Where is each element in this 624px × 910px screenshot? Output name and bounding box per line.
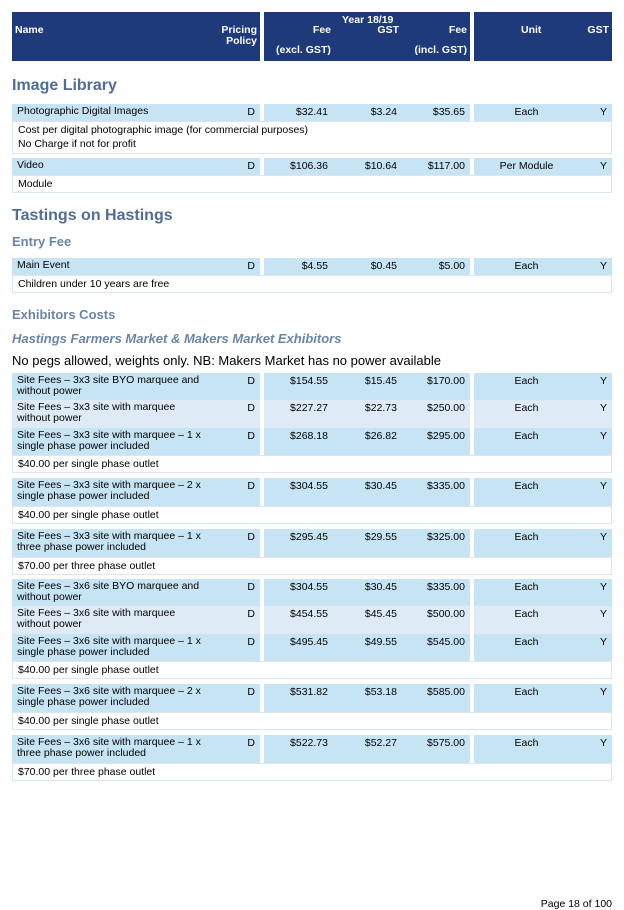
row-gst: $15.45 <box>364 375 397 387</box>
row-unit: Each <box>514 531 539 543</box>
row-gst: $53.18 <box>364 686 397 698</box>
table-row <box>0 579 624 606</box>
comment-line: Children under 10 years are free <box>18 278 170 290</box>
row-fee-incl: $170.00 <box>427 375 465 387</box>
row-name: Site Fees – 3x3 site with marquee without power <box>17 401 176 424</box>
row-fee-excl: $268.18 <box>290 430 328 442</box>
row-gst-flag: Y <box>599 480 607 492</box>
row-unit: Each <box>514 608 539 620</box>
row-comment <box>12 455 612 473</box>
section-entry-fee: Entry Fee <box>12 234 72 249</box>
row-gst: $49.55 <box>364 636 397 648</box>
row-gst-flag: Y <box>599 531 607 543</box>
header-fee-incl: Fee <box>448 24 467 36</box>
row-fee-excl: $531.82 <box>290 686 328 698</box>
row-gst-flag: Y <box>599 581 607 593</box>
header-policy-1: Pricing <box>221 24 257 36</box>
row-policy: D <box>247 375 255 387</box>
row-fee-incl: $295.00 <box>427 430 465 442</box>
row-fee-excl: $304.55 <box>290 581 328 593</box>
comment-line: Cost per digital photographic image (for commercial purposes) <box>18 124 309 136</box>
row-gst: $52.27 <box>364 737 397 749</box>
row-fee-excl: $4.55 <box>301 260 328 272</box>
header-year: Year 18/19 <box>342 14 394 26</box>
row-gst: $29.55 <box>364 531 397 543</box>
row-fee-incl: $585.00 <box>427 686 465 698</box>
page-number: Page 18 of 100 <box>540 898 612 910</box>
row-gst: $45.45 <box>364 608 397 620</box>
comment-line: $40.00 per single phase outlet <box>18 509 159 521</box>
comment-line: $40.00 per single phase outlet <box>18 715 159 727</box>
section-farmers-market: Hastings Farmers Market & Makers Market Exhibitors <box>12 331 342 346</box>
row-fee-excl: $154.55 <box>290 375 328 387</box>
comment-line: Module <box>18 178 53 190</box>
table-row <box>0 373 624 400</box>
table-row <box>0 735 624 763</box>
row-fee-excl: $454.55 <box>290 608 328 620</box>
row-name: Site Fees – 3x3 site with marquee – 2 x single phase power included <box>17 479 201 502</box>
row-name: Site Fees – 3x3 site with marquee – 1 x single phase power included <box>17 429 201 452</box>
row-name: Main Event <box>17 259 70 271</box>
row-policy: D <box>247 402 255 414</box>
row-gst-flag: Y <box>599 430 607 442</box>
row-name: Site Fees – 3x6 site BYO marquee and without power <box>17 580 200 603</box>
row-gst-flag: Y <box>599 106 607 118</box>
row-gst-flag: Y <box>599 402 607 414</box>
comment-line: $70.00 per three phase outlet <box>18 766 156 778</box>
row-fee-incl: $575.00 <box>427 737 465 749</box>
header-policy-2: Policy <box>226 35 257 47</box>
comment-line: $40.00 per single phase outlet <box>18 458 159 470</box>
row-gst: $3.24 <box>370 106 397 118</box>
row-gst-flag: Y <box>599 636 607 648</box>
header-unit: Unit <box>521 24 542 36</box>
row-gst-flag: Y <box>599 375 607 387</box>
row-name: Site Fees – 3x3 site BYO marquee and without power <box>17 374 200 397</box>
header-gst-flag: GST <box>587 24 609 36</box>
row-fee-incl: $250.00 <box>427 402 465 414</box>
row-comment <box>12 506 612 524</box>
header-name-policy <box>12 12 260 61</box>
row-gst-flag: Y <box>599 608 607 620</box>
row-policy: D <box>247 737 255 749</box>
row-policy: D <box>247 581 255 593</box>
row-gst: $30.45 <box>364 480 397 492</box>
row-comment <box>12 712 612 730</box>
section-image-library: Image Library <box>12 77 117 94</box>
row-comment <box>12 763 612 781</box>
row-fee-incl: $545.00 <box>427 636 465 648</box>
row-comment <box>12 275 612 293</box>
row-fee-incl: $325.00 <box>427 531 465 543</box>
row-unit: Each <box>514 480 539 492</box>
row-fee-excl: $227.27 <box>290 402 328 414</box>
table-row <box>0 478 624 506</box>
row-fee-incl: $335.00 <box>427 581 465 593</box>
row-policy: D <box>247 430 255 442</box>
farmers-market-note: No pegs allowed, weights only. NB: Makers Market has no power available <box>12 353 441 368</box>
header-fee-excl: Fee <box>312 24 331 36</box>
row-gst-flag: Y <box>599 260 607 272</box>
row-name: Video <box>17 159 44 171</box>
row-fee-excl: $304.55 <box>290 480 328 492</box>
header-gst: GST <box>377 24 399 36</box>
row-fee-incl: $117.00 <box>427 160 465 172</box>
table-row <box>0 529 624 557</box>
row-policy: D <box>247 608 255 620</box>
table-row <box>0 158 624 175</box>
row-gst-flag: Y <box>599 737 607 749</box>
row-policy: D <box>247 636 255 648</box>
table-row <box>0 684 624 712</box>
table-row <box>0 400 624 428</box>
row-name: Site Fees – 3x6 site with marquee without power <box>17 607 176 630</box>
row-fee-incl: $500.00 <box>427 608 465 620</box>
table-row <box>0 258 624 275</box>
row-name: Site Fees – 3x3 site with marquee – 1 x three phase power included <box>17 530 201 553</box>
row-comment <box>12 175 612 193</box>
comment-line: $70.00 per three phase outlet <box>18 560 156 572</box>
row-fee-incl: $5.00 <box>438 260 465 272</box>
header-excl-gst: (excl. GST) <box>276 44 331 56</box>
row-unit: Each <box>514 636 539 648</box>
row-policy: D <box>247 686 255 698</box>
row-policy: D <box>247 106 255 118</box>
header-incl-gst: (incl. GST) <box>414 44 467 56</box>
row-policy: D <box>247 531 255 543</box>
row-unit: Each <box>514 106 539 118</box>
row-name: Site Fees – 3x6 site with marquee – 1 x single phase power included <box>17 635 201 658</box>
section-exhibitors-costs: Exhibitors Costs <box>12 307 116 322</box>
row-name: Site Fees – 3x6 site with marquee – 2 x single phase power included <box>17 685 201 708</box>
section-tastings: Tastings on Hastings <box>12 207 173 224</box>
row-unit: Each <box>514 737 539 749</box>
row-comment <box>12 121 612 154</box>
row-unit: Each <box>514 581 539 593</box>
row-unit: Each <box>514 430 539 442</box>
header-unit-gst <box>474 12 612 61</box>
row-fee-excl: $106.36 <box>290 160 328 172</box>
row-fee-excl: $32.41 <box>295 106 328 118</box>
row-unit: Each <box>514 260 539 272</box>
comment-line: No Charge if not for profit <box>18 138 136 150</box>
row-gst: $0.45 <box>370 260 397 272</box>
row-gst: $26.82 <box>364 430 397 442</box>
comment-line: $40.00 per single phase outlet <box>18 664 159 676</box>
row-gst: $22.73 <box>364 402 397 414</box>
row-unit: Per Module <box>499 160 554 172</box>
row-gst: $30.45 <box>364 581 397 593</box>
row-gst-flag: Y <box>599 686 607 698</box>
row-fee-excl: $495.45 <box>290 636 328 648</box>
row-name: Photographic Digital Images <box>17 105 149 117</box>
row-fee-excl: $522.73 <box>290 737 328 749</box>
row-name: Site Fees – 3x6 site with marquee – 1 x three phase power included <box>17 736 201 759</box>
row-policy: D <box>247 160 255 172</box>
row-unit: Each <box>514 375 539 387</box>
row-unit: Each <box>514 402 539 414</box>
table-row <box>0 428 624 455</box>
row-fee-incl: $335.00 <box>427 480 465 492</box>
row-gst: $10.64 <box>364 160 397 172</box>
row-policy: D <box>247 260 255 272</box>
header-fees <box>264 12 470 61</box>
row-comment <box>12 661 612 679</box>
table-row <box>0 606 624 634</box>
header-name: Name <box>15 24 44 36</box>
table-row <box>0 104 624 121</box>
row-fee-incl: $35.65 <box>432 106 465 118</box>
row-gst-flag: Y <box>599 160 607 172</box>
row-policy: D <box>247 480 255 492</box>
row-comment <box>12 557 612 575</box>
row-fee-excl: $295.45 <box>290 531 328 543</box>
row-unit: Each <box>514 686 539 698</box>
table-row <box>0 634 624 661</box>
